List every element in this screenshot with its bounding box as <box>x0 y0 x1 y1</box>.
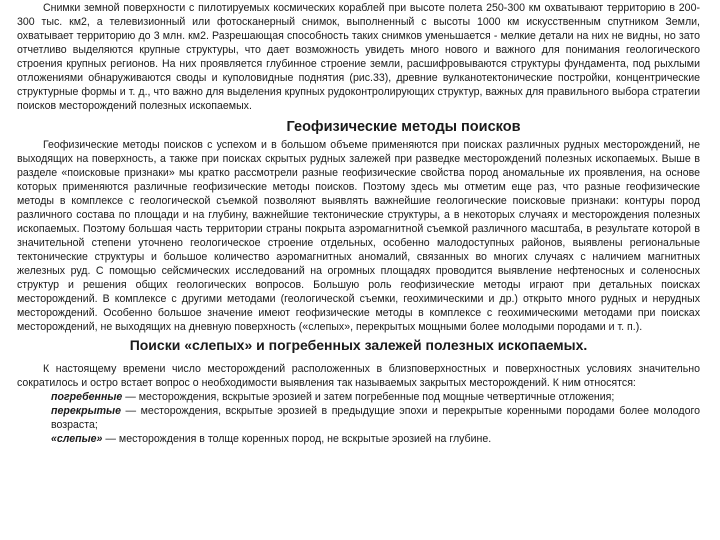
definition-text: месторождения в толще коренных пород, не вскрытые эрозией на глубине. <box>118 433 492 445</box>
definition-dash: — <box>122 391 139 403</box>
definition-text: месторождения, вскрытые эрозией и затем погребенные под мощные четвертичные отложения; <box>138 391 615 403</box>
definition-item-covered <box>51 404 700 432</box>
definition-term: «слепые» <box>51 433 103 445</box>
definition-item-blind <box>51 432 700 446</box>
definition-text: месторождения, вскрытые эрозией в предыдущие эпохи и перекрытые коренными породами более молодого возраста; <box>51 405 701 431</box>
section-heading-geophysical-methods: Геофизические методы поисков <box>286 119 521 135</box>
definition-item-buried <box>51 390 700 404</box>
definition-term: погребенные <box>51 391 123 403</box>
intro-paragraph: Снимки земной поверхности с пилотируемых космических кораблей при высоте полета 250-300 км охватывают территорию в 200-300 тыс. км2, а телевизионный или фотосканерный снимок, выполненный с высоты 1000 км искусственным спутником Земли, охватывает территорию до 3 млн. км2. Разрешающая способность таких снимков уменьшается - мелкие детали на них не видны, но зато отчетливо выделяются крупные структуры, что дает возможность увидеть много нового и важного для понимания геологического строения крупных регионов. На них проявляется глубинное строение земли, расшифровываются структуры фундамента, под рыхлыми отложениями обнаруживаются своды и куполовидные поднятия (рис.33), древние вулканотектонические постройки, концентрические структурные формы и т. д., что важно для выделения крупных рудоконтролирующих структур, важных для правильного выбора стратегии поисков месторождений полезных ископаемых. <box>17 2 700 112</box>
definition-term: перекрытые <box>51 405 121 417</box>
definition-dash: — <box>102 433 119 445</box>
geophysical-methods-paragraph: Геофизические методы поисков с успехом и в большом объеме применяются при поисках различных рудных месторождений, не выходящих на поверхность, а также при поисках скрытых рудных залежей при разведке месторождений полезных ископаемых. Выше в разделе «поисковые признаки» мы кратко рассмотрели разные геофизические свойства пород аномальные их проявления, на основе которых применяются различные геофизические методы поисков. Поэтому здесь мы отметим еще раз, что разные геофизические методы в комплексе с геологической съемкой позволяют выявлять важнейшие геологические поисковые признаки: контуры пород различного состава по площади и на глубину, важнейшие тектонические структуры, а в некоторых случаях и месторождения полезных ископаемых. Поэтому большая часть территории страны покрыта аэромагнитной съемкой различного масштаба, в результате которой в значительной степени уточнено геологическое строение отдельных, особенно малодоступных районов, выявлены региональные тектонические структуры и большое количество аэромагнитных аномалий, связанных во многих случаях с наличием магнитных железных руд. С помощью сейсмических исследований на огромных площадях проводится выявление нефтеносных и соленосных структур и решения общих геологических вопросов. Большую роль геофизические методы играют при детальных поисках месторождений. В комплексе с другими методами (геологической съемки, геохимическими и др.) открыто много рудных и нерудных месторождений. Особенно большое значение имеют геофизические методы в комплексе с геохимическими методами при поисках месторождений, не выходящих на дневную поверхность («слепых», перекрытых мощными более молодыми породами и т. п.). <box>17 139 700 333</box>
blind-deposits-intro-paragraph: К настоящему времени число месторождений расположенных в близповерхностных и поверхностных условиях значительно сократилось и остро встает вопрос о необходимости выявления так называемых закрытых месторождений. К ним относятся: <box>17 363 700 389</box>
definition-dash: — <box>120 405 141 417</box>
section-heading-blind-deposits: Поиски «слепых» и погребенных залежей полезных ископаемых. <box>129 337 588 353</box>
